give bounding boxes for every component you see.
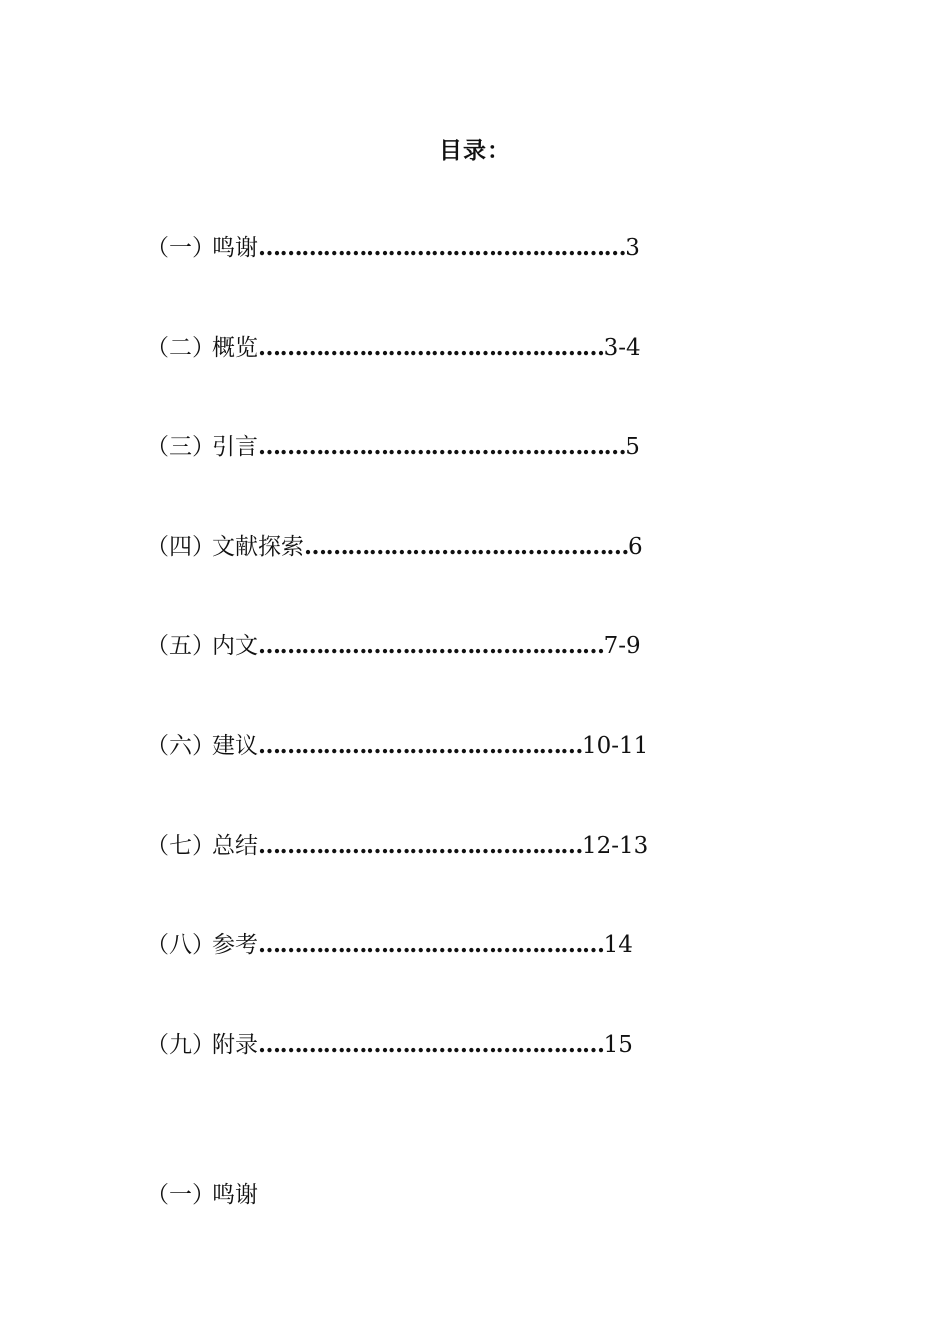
toc-dot-leader: ……………………………………………	[258, 234, 626, 261]
toc-entry-number: （九）	[146, 1031, 215, 1058]
toc-entry-page: 3	[625, 235, 640, 261]
toc-entry-page: 15	[603, 1031, 633, 1058]
toc-entry-number: （六）	[146, 732, 215, 759]
toc-entry-conclusion[interactable]	[146, 826, 726, 926]
toc-entry-page: 12-13	[582, 832, 649, 859]
toc-dot-leader: ……………………………………………	[258, 433, 626, 461]
toc-entry-page: 14	[603, 932, 633, 959]
toc-dot-leader: ………………………………………	[258, 731, 583, 759]
toc-entry-label: 鸣谢	[212, 235, 258, 261]
toc-entry-label: 参考	[212, 932, 258, 959]
toc-entry-number: （八）	[146, 932, 215, 959]
toc-entry-introduction[interactable]	[146, 427, 726, 527]
toc-entry-label: 概览	[212, 334, 258, 361]
toc-dot-leader: ………………………………………	[304, 532, 629, 560]
toc-entry-page: 7-9	[603, 633, 641, 660]
toc-entry-number: （四）	[146, 533, 215, 560]
toc-entry-page: 5	[625, 434, 640, 461]
toc-entry-label: 引言	[212, 434, 258, 461]
toc-entry-label: 内文	[212, 633, 258, 660]
toc-entry-page: 6	[628, 533, 643, 560]
toc-entry-number: （一）	[146, 235, 215, 261]
toc-entry-acknowledgement[interactable]	[146, 228, 726, 328]
toc-entry-page: 10-11	[582, 732, 649, 759]
toc-entry-page: 3-4	[603, 334, 641, 361]
toc-dot-leader: …………………………………………	[258, 1030, 604, 1058]
toc-entry-label: 总结	[212, 832, 258, 859]
toc-entry-number: （三）	[146, 434, 215, 461]
toc-entry-label: 附录	[212, 1031, 258, 1058]
toc-entry-appendix[interactable]	[146, 1025, 726, 1125]
toc-dot-leader: …………………………………………	[258, 931, 604, 959]
toc-entry-number: （五）	[146, 633, 215, 660]
toc-entry-label: 建议	[212, 732, 258, 759]
toc-entry-number: （二）	[146, 334, 215, 361]
toc-dot-leader: …………………………………………	[258, 632, 604, 660]
toc-entry-overview[interactable]	[146, 328, 726, 428]
toc-entry-body[interactable]	[146, 626, 726, 726]
toc-title: 目录：	[439, 137, 511, 164]
toc-dot-leader: ………………………………………	[258, 831, 583, 859]
toc-entry-recommendations[interactable]	[146, 726, 726, 826]
toc-dot-leader: …………………………………………	[258, 333, 604, 361]
section-heading	[146, 1175, 258, 1215]
toc-entry-literature-review[interactable]	[146, 527, 726, 627]
toc-entry-references[interactable]	[146, 925, 726, 1025]
section-title: 鸣谢	[212, 1182, 258, 1208]
toc-list	[146, 228, 726, 1124]
section-number: （一）	[146, 1182, 215, 1208]
toc-entry-label: 文献探索	[212, 533, 304, 560]
toc-entry-number: （七）	[146, 832, 215, 859]
